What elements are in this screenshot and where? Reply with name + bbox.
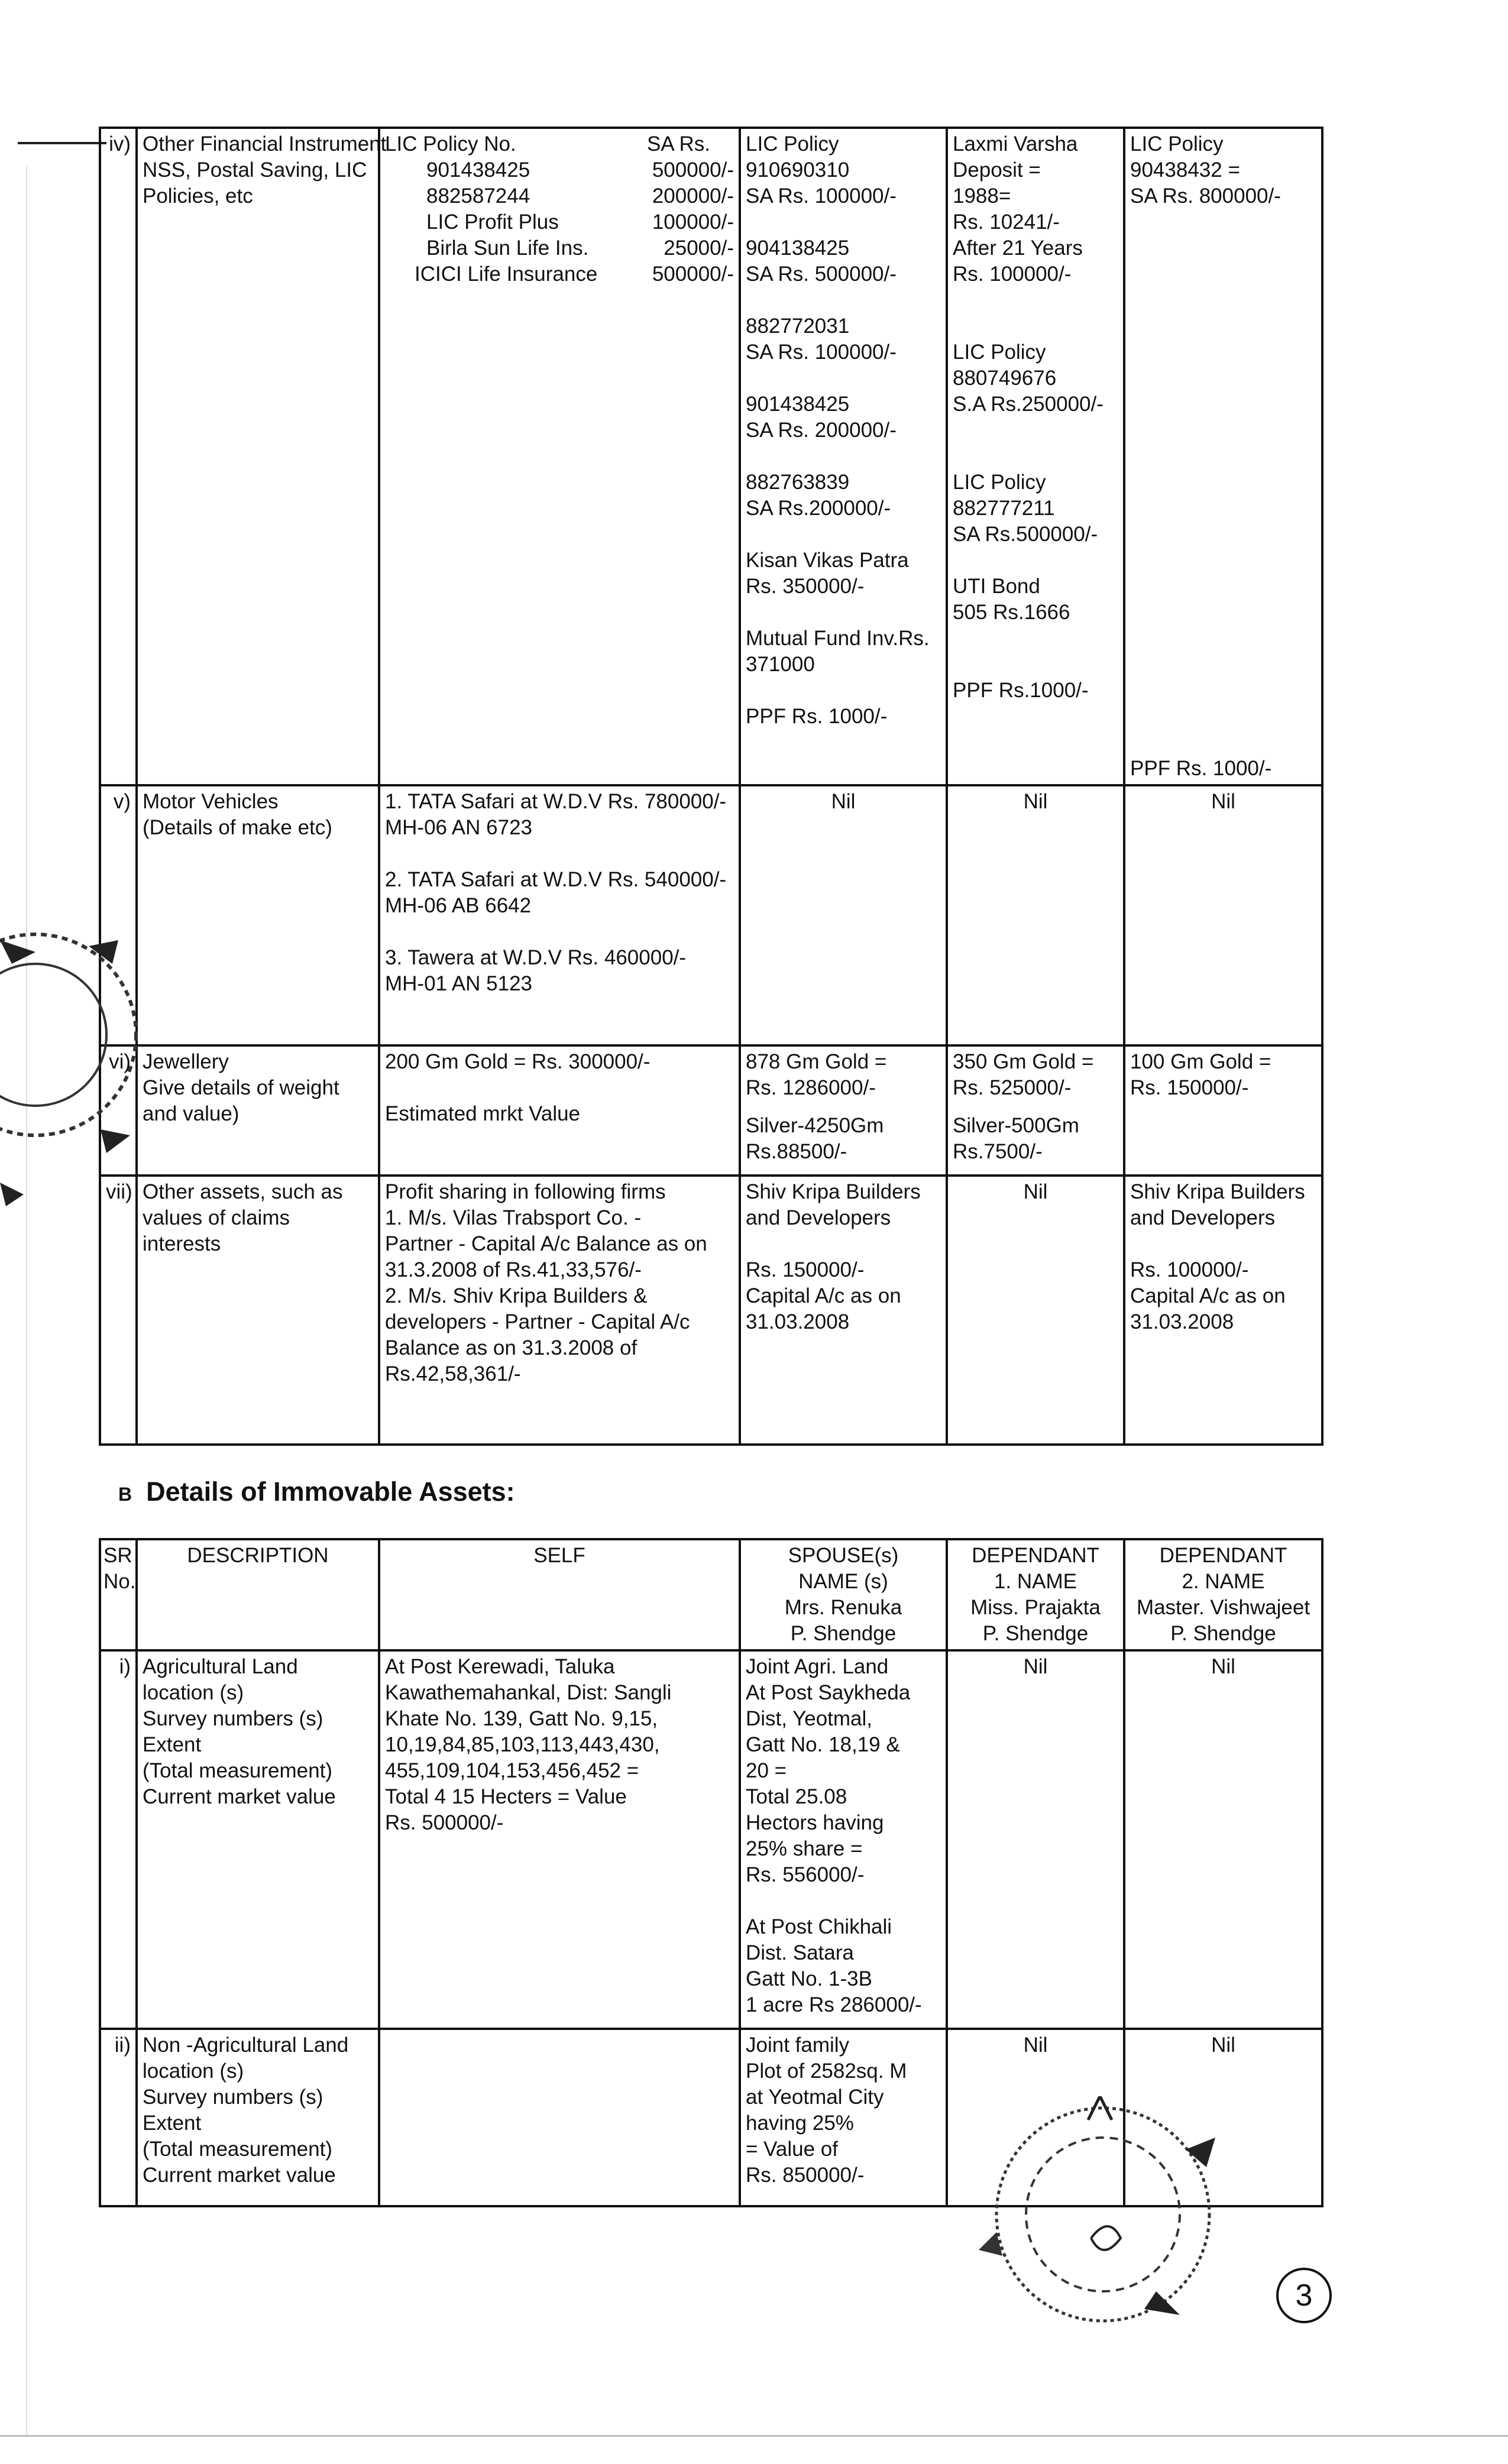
sr-cell: ii): [100, 2029, 137, 2206]
spouse-line: 31.03.2008: [746, 1310, 850, 1333]
table-header-row: [100, 1539, 1322, 1650]
desc-line: Agricultural Land: [143, 1655, 298, 1678]
spouse-line: 910690310: [746, 158, 850, 182]
policy-item: [385, 235, 734, 261]
sr-cell: vii): [100, 1176, 137, 1445]
dep2-line: LIC Policy: [1130, 132, 1224, 156]
dependant1-cell: Nil: [947, 1176, 1124, 1445]
self-line: 31.3.2008 of Rs.41,33,576/-: [385, 1258, 642, 1281]
dep2-line: 100 Gm Gold =: [1130, 1050, 1271, 1073]
spouse-cell: [740, 128, 947, 785]
dep1-line: Rs.7500/-: [953, 1140, 1043, 1163]
dep1-line: SA Rs.500000/-: [953, 523, 1098, 546]
dep1-header-line: Miss. Prajakta: [970, 1596, 1101, 1619]
dep1-line: UTI Bond: [953, 575, 1040, 598]
dep1-line: After 21 Years: [953, 237, 1083, 260]
spouse-cell: Nil: [740, 785, 947, 1045]
spouse-line: 882763839: [746, 471, 850, 494]
desc-line: Survey numbers (s): [143, 2086, 323, 2109]
self-header: [385, 131, 734, 157]
self-cell: [379, 2029, 740, 2206]
desc-line: Extent: [143, 1733, 202, 1756]
sr-cell: vi): [100, 1045, 137, 1176]
policy-amount: 200000/-: [652, 184, 734, 208]
dep2-header-line: Master. Vishwajeet: [1136, 1596, 1310, 1619]
description-cell: [137, 785, 379, 1045]
spouse-line: SA Rs. 100000/-: [746, 184, 897, 208]
spouse-line: at Yeotmal City: [746, 2086, 884, 2109]
self-line: 1. M/s. Vilas Trabsport Co. -: [385, 1206, 642, 1229]
dependant2-cell: [1124, 1045, 1322, 1176]
desc-line: location (s): [143, 2060, 244, 2083]
dep1-line: 505 Rs.1666: [953, 601, 1070, 624]
dependant2-header: [1124, 1539, 1322, 1650]
desc-line: Jewellery: [143, 1050, 229, 1073]
dep2-line: 90438432 =: [1130, 158, 1240, 182]
desc-line: Survey numbers (s): [143, 1707, 323, 1730]
spouse-line: Mutual Fund Inv.Rs.: [746, 627, 930, 650]
spouse-line: 20 =: [746, 1759, 787, 1782]
dep1-line: Rs. 10241/-: [953, 211, 1060, 234]
dependant1-cell: Nil: [947, 785, 1124, 1045]
policy-name: Birla Sun Life Ins.: [426, 237, 589, 260]
description-cell: [137, 128, 387, 785]
spouse-line: SA Rs. 200000/-: [746, 419, 897, 442]
sr-cell: v): [100, 785, 137, 1045]
spouse-line: PPF Rs. 1000/-: [746, 705, 888, 728]
dependant2-cell: [1124, 1176, 1322, 1445]
dep2-header-line: P. Shendge: [1170, 1622, 1276, 1645]
policy-item: [385, 183, 734, 209]
spouse-line: Joint family: [746, 2034, 850, 2057]
spouse-header-line: P. Shendge: [790, 1622, 897, 1645]
vehicle-line: MH-01 AN 5123: [385, 972, 533, 995]
self-cell: [379, 1045, 740, 1176]
dependant1-cell: Nil: [947, 2029, 1124, 2206]
spouse-line: Rs. 1286000/-: [746, 1076, 876, 1099]
spouse-line: = Value of: [746, 2138, 838, 2161]
dep2-line: Rs. 100000/-: [1130, 1258, 1249, 1281]
table-row-vi: [100, 1045, 1322, 1176]
policy-item: [385, 157, 734, 183]
self-line: Khate No. 139, Gatt No. 9,15,: [385, 1707, 658, 1730]
spouse-line: 904138425: [746, 237, 850, 260]
self-line: Kawathemahankal, Dist: Sangli: [385, 1681, 672, 1704]
policy-amount: 500000/-: [652, 158, 734, 182]
dep1-line: Laxmi Varsha: [953, 132, 1078, 156]
spouse-cell: [740, 1650, 947, 2029]
policy-amount: 100000/-: [652, 211, 734, 234]
seal-stamp-right: [979, 2096, 1227, 2333]
dependant2-cell: Nil: [1124, 785, 1322, 1045]
spouse-line: SA Rs.200000/-: [746, 497, 891, 520]
policy-amount: 25000/-: [664, 237, 734, 260]
desc-line: values of claims: [143, 1206, 290, 1229]
self-cell: [379, 1650, 740, 2029]
description-cell: [137, 1176, 379, 1445]
spouse-line: Dist, Yeotmal,: [746, 1707, 872, 1730]
jewellery-line: Estimated mrkt Value: [385, 1102, 581, 1125]
spouse-line: having 25%: [746, 2112, 854, 2135]
desc-line: Non -Agricultural Land: [143, 2034, 349, 2057]
desc-line: location (s): [143, 1681, 244, 1704]
policy-name: 901438425: [426, 158, 530, 182]
spouse-header-line: Mrs. Renuka: [784, 1596, 902, 1619]
section-title-text: Details of Immovable Assets:: [146, 1477, 515, 1507]
dep1-line: Deposit =: [953, 158, 1041, 182]
spouse-line: 882772031: [746, 315, 850, 338]
description-cell: [137, 1650, 379, 2029]
self-line: 2. M/s. Shiv Kripa Builders &: [385, 1284, 648, 1307]
desc-line: Give details of weight: [143, 1076, 339, 1099]
vehicle-line: MH-06 AB 6642: [385, 894, 532, 917]
dep1-line: LIC Policy: [953, 471, 1046, 494]
self-line: Rs.42,58,361/-: [385, 1362, 521, 1385]
desc-line: and value): [143, 1102, 240, 1125]
spouse-line: Rs. 556000/-: [746, 1863, 865, 1886]
vehicle-line: 2. TATA Safari at W.D.V Rs. 540000/-: [385, 868, 727, 891]
desc-line: NSS, Postal Saving, LIC: [143, 158, 367, 182]
policy-no-label: LIC Policy No.: [385, 132, 516, 156]
dep1-line: Rs. 100000/-: [953, 263, 1072, 286]
seal-stamp-left: [0, 887, 142, 1218]
self-cell: [379, 1176, 740, 1445]
desc-line: Current market value: [143, 2164, 336, 2187]
dep1-line: Silver-500Gm: [953, 1114, 1079, 1137]
desc-line: (Total measurement): [143, 2138, 332, 2161]
description-cell: [137, 2029, 379, 2206]
dependant1-cell: Nil: [947, 1650, 1124, 2029]
margin-mark-top: [18, 142, 106, 144]
sr-cell: i): [100, 1650, 137, 2029]
dep1-line: PPF Rs.1000/-: [953, 679, 1089, 702]
desc-line: (Details of make etc): [143, 816, 332, 839]
dependant2-cell: Nil: [1124, 1650, 1322, 2029]
policy-item: [385, 261, 734, 287]
desc-line: Motor Vehicles: [143, 790, 279, 813]
spouse-line: Rs. 350000/-: [746, 575, 865, 598]
self-line: Balance as on 31.3.2008 of: [385, 1336, 637, 1359]
desc-line: interests: [143, 1232, 221, 1255]
spouse-line: 25% share =: [746, 1837, 863, 1860]
dep1-line: S.A Rs.250000/-: [953, 393, 1104, 416]
desc-line: Other Financial Instrument: [143, 132, 387, 156]
page-number: 3: [1276, 2268, 1332, 2323]
policy-item: [385, 209, 734, 235]
spouse-line: Rs. 150000/-: [746, 1258, 865, 1281]
sa-label: SA Rs.: [647, 132, 710, 156]
spouse-line: 901438425: [746, 393, 850, 416]
dep2-line: 31.03.2008: [1130, 1310, 1234, 1333]
spouse-line: Rs. 850000/-: [746, 2164, 865, 2187]
dep2-line: Shiv Kripa Builders: [1130, 1180, 1305, 1203]
self-cell: [379, 128, 740, 785]
sr-header-line: SR: [103, 1544, 132, 1567]
table-row-vii: [100, 1176, 1322, 1445]
table-row-i: [100, 1650, 1322, 2029]
self-line: Profit sharing in following firms: [385, 1180, 666, 1203]
dep1-line: 882777211: [953, 497, 1055, 520]
section-letter: B: [118, 1484, 132, 1505]
dep1-line: 880749676: [953, 367, 1057, 390]
dep1-header-line: DEPENDANT: [972, 1544, 1099, 1567]
spouse-line: 878 Gm Gold =: [746, 1050, 887, 1073]
sr-cell: iv): [100, 128, 137, 785]
spouse-line: 1 acre Rs 286000/-: [746, 1993, 922, 2016]
dep2-line: PPF Rs. 1000/-: [1130, 757, 1272, 780]
desc-line: Policies, etc: [143, 184, 253, 208]
dep1-header-line: P. Shendge: [982, 1622, 1089, 1645]
spouse-line: Shiv Kripa Builders: [746, 1180, 921, 1203]
dep2-line: and Developers: [1130, 1206, 1276, 1229]
description-header: DESCRIPTION: [137, 1539, 379, 1650]
desc-line: Current market value: [143, 1785, 336, 1808]
dependant2-cell: [1124, 128, 1322, 785]
dep1-line: Rs. 525000/-: [953, 1076, 1072, 1099]
self-line: 10,19,84,85,103,113,443,430,: [385, 1733, 660, 1756]
spouse-cell: [740, 1176, 947, 1445]
spouse-cell: [740, 1045, 947, 1176]
dep2-line: SA Rs. 800000/-: [1130, 184, 1281, 208]
spouse-line: Capital A/c as on: [746, 1284, 901, 1307]
spouse-line: Kisan Vikas Patra: [746, 549, 909, 572]
desc-line: Other assets, such as: [143, 1180, 343, 1203]
dep2-line: Rs. 150000/-: [1130, 1076, 1249, 1099]
spouse-cell: [740, 2029, 947, 2206]
spouse-line: Joint Agri. Land: [746, 1655, 889, 1678]
table-row-iv: [100, 128, 1322, 785]
vehicle-line: 3. Tawera at W.D.V Rs. 460000/-: [385, 946, 687, 969]
spouse-line: Plot of 2582sq. M: [746, 2060, 907, 2083]
dep2-header-line: DEPENDANT: [1159, 1544, 1287, 1567]
spouse-line: Hectors having: [746, 1811, 884, 1834]
description-cell: [137, 1045, 379, 1176]
self-header: SELF: [379, 1539, 740, 1650]
spouse-line: Rs.88500/-: [746, 1140, 847, 1163]
sr-header-line: No.: [103, 1570, 136, 1593]
spouse-header-line: NAME (s): [798, 1570, 888, 1593]
self-cell: [379, 785, 740, 1045]
desc-line: (Total measurement): [143, 1759, 332, 1782]
self-line: 455,109,104,153,456,452 =: [385, 1759, 639, 1782]
policy-name: ICICI Life Insurance: [415, 263, 598, 286]
margin-line-left: [26, 166, 27, 2436]
spouse-line: Dist. Satara: [746, 1941, 854, 1964]
dependant1-header: [947, 1539, 1124, 1650]
jewellery-line: 200 Gm Gold = Rs. 300000/-: [385, 1050, 651, 1073]
spouse-line: At Post Saykheda: [746, 1681, 911, 1704]
self-line: developers - Partner - Capital A/c: [385, 1310, 690, 1333]
section-b-heading: [118, 1477, 515, 1507]
spouse-line: Gatt No. 1-3B: [746, 1967, 872, 1990]
table-row-v: [100, 785, 1322, 1045]
spouse-line: 371000: [746, 653, 815, 676]
self-line: Partner - Capital A/c Balance as on: [385, 1232, 707, 1255]
spouse-header-line: SPOUSE(s): [788, 1544, 899, 1567]
spouse-line: Silver-4250Gm: [746, 1114, 884, 1137]
spouse-line: LIC Policy: [746, 132, 839, 156]
policy-name: LIC Profit Plus: [426, 211, 559, 234]
self-line: Total 4 15 Hecters = Value: [385, 1785, 627, 1808]
vehicle-line: MH-06 AN 6723: [385, 816, 533, 839]
spouse-line: Gatt No. 18,19 &: [746, 1733, 900, 1756]
dependant1-cell: [947, 1045, 1124, 1176]
sr-header: [100, 1539, 137, 1650]
spouse-header: [740, 1539, 947, 1650]
dep1-line: LIC Policy: [953, 341, 1046, 364]
movable-assets-table: [99, 127, 1323, 1446]
scan-edge-line: [0, 2435, 1508, 2437]
dep1-line: 1988=: [953, 184, 1011, 208]
self-line: Rs. 500000/-: [385, 1811, 504, 1834]
dep2-line: Capital A/c as on: [1130, 1284, 1286, 1307]
spouse-line: SA Rs. 100000/-: [746, 341, 897, 364]
dep1-header-line: 1. NAME: [994, 1570, 1077, 1593]
desc-line: Extent: [143, 2112, 202, 2135]
dep1-line: 350 Gm Gold =: [953, 1050, 1094, 1073]
policy-amount: 500000/-: [652, 263, 734, 286]
dependant1-cell: [947, 128, 1124, 785]
spouse-line: Total 25.08: [746, 1785, 847, 1808]
dependant2-cell: Nil: [1124, 2029, 1322, 2206]
policy-name: 882587244: [426, 184, 530, 208]
self-line: At Post Kerewadi, Taluka: [385, 1655, 615, 1678]
spouse-line: At Post Chikhali: [746, 1915, 892, 1938]
dep2-header-line: 2. NAME: [1182, 1570, 1265, 1593]
spouse-line: SA Rs. 500000/-: [746, 263, 897, 286]
spouse-line: and Developers: [746, 1206, 891, 1229]
vehicle-line: 1. TATA Safari at W.D.V Rs. 780000/-: [385, 790, 727, 813]
